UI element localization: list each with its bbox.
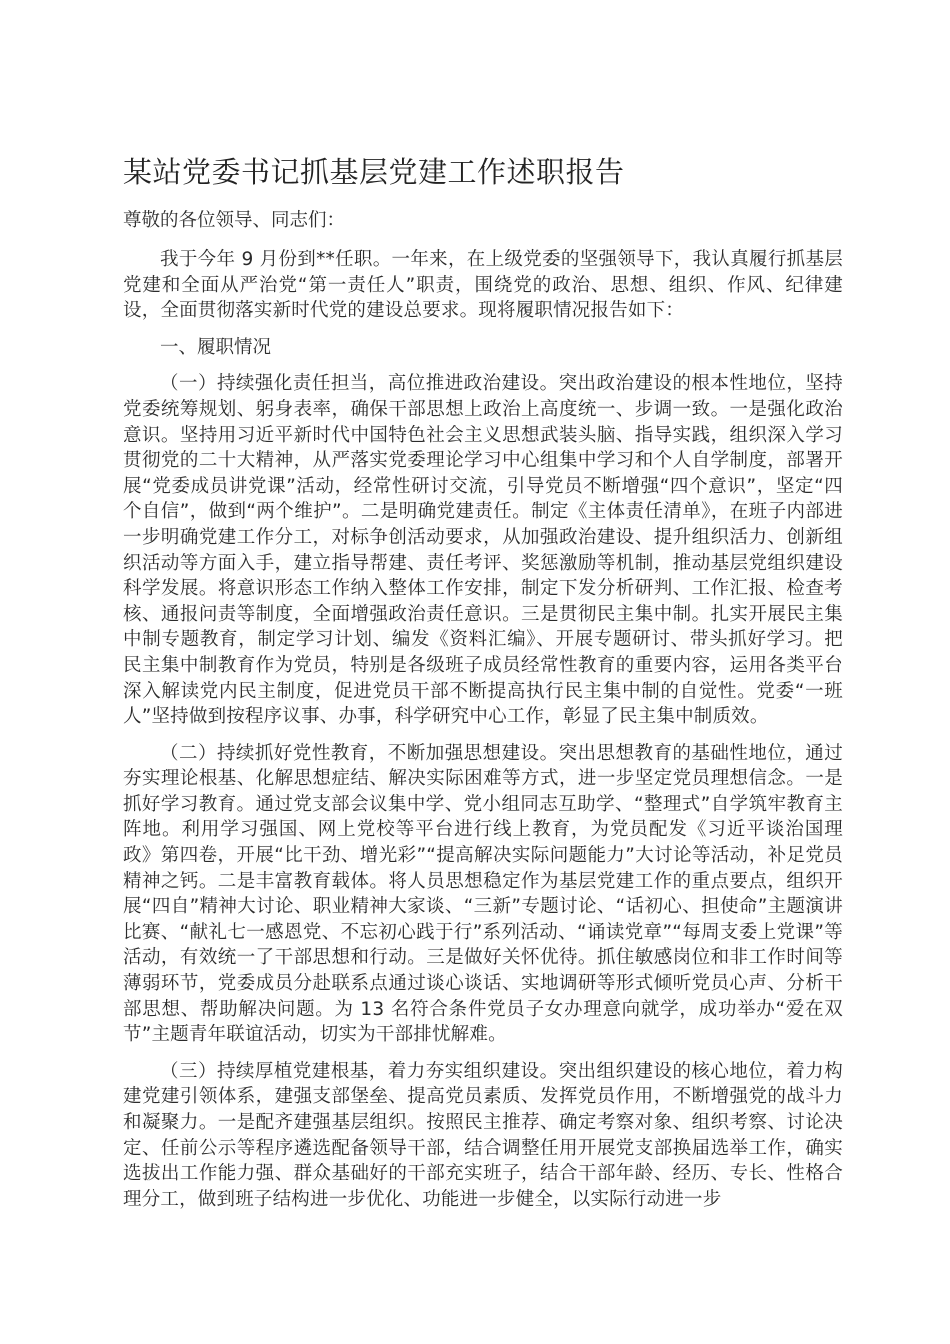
salutation: 尊敬的各位领导、同志们： xyxy=(123,210,346,231)
document-page xyxy=(123,150,843,1223)
paragraph-ideological-building: （二）持续抓好党性教育，不断加强思想建设。突出思想教育的基础性地位，通过夯实理论根基、化解思想症结、解决实际困难等方式，进一步坚定党员理想信念。一是抓好学习教育。通过党支部会议集中学、党小组同志互助学、“整理式”自学筑牢教育主阵地。利用学习强国、网上党校等平台进行线上教育，为党员配发《习近平谈治国理政》第四卷，开展“比干劲、增光彩”“提高解决实际问题能力”大讨论等活动，补足党员精神之钙。二是丰富教育载体。将人员思想稳定作为基层党建工作的重点要点，组织开展“四自”精神大讨论、职业精神大家谈、“三新”专题讨论、“话初心、担使命”主题演讲比赛、“献礼七一感恩党、不忘初心践于行”系列活动、“诵读党章”“每周支委上党课”等活动，有效统一了干部思想和行动。三是做好关怀优待。抓住敏感岗位和非工作时间等薄弱环节，党委成员分赴联系点通过谈心谈话、实地调研等形式倾听党员心声、分析干部思想、帮助解决问题。为 13 名符合条件党员子女办理意向就学，成功举办“爱在双节”主题青年联谊活动，切实为干部排忧解难。 xyxy=(123,742,843,1046)
intro-paragraph: 我于今年 9 月份到**任职。一年来，在上级党委的坚强领导下，我认真履行抓基层党建和全面从严治党“第一责任人”职责，围绕党的政治、思想、组织、作风、纪律建设，全面贯彻落实新时代党的建设总要求。现将履职情况报告如下： xyxy=(123,249,843,322)
section-heading: 一、履职情况 xyxy=(160,336,272,358)
paragraph-organizational-building: （三）持续厚植党建根基，着力夯实组织建设。突出组织建设的核心地位，着力构建党建引领体系，建强支部堡垒、提高党员素质、发挥党员作用，不断增强党的战斗力和凝聚力。一是配齐建强基层组织。按照民主推荐、确定考察对象、组织考察、讨论决定、任前公示等程序遴选配备领导干部，结合调整任用开展党支部换届选举工作，确实选拔出工作能力强、群众基础好的干部充实班子，结合干部年龄、经历、专长、性格合理分工，做到班子结构进一步优化、功能进一步健全，以实际行动进一步 xyxy=(123,1060,843,1210)
paragraph-political-building: （一）持续强化责任担当，高位推进政治建设。突出政治建设的根本性地位，坚持党委统筹规划、躬身表率，确保干部思想上政治上高度统一、步调一致。一是强化政治意识。坚持用习近平新时代中国特色社会主义思想武装头脑、指导实践，组织深入学习贯彻党的二十大精神，从严落实党委理论学习中心组集中学习和个人自学制度，部署开展“党委成员讲党课”活动，经常性研讨交流，引导党员不断增强“四个意识”，坚定“四个自信”，做到“两个维护”。二是明确党建责任。制定《主体责任清单》，在班子内部进一步明确党建工作分工，对标争创活动要求，从加强政治建设、提升组织活力、创新组织活动等方面入手，建立指导帮建、责任考评、奖惩激励等机制，推动基层党组织建设科学发展。将意识形态工作纳入整体工作安排，制定下发分析研判、工作汇报、检查考核、通报问责等制度，全面增强政治责任意识。三是贯彻民主集中制。扎实开展民主集中制专题教育，制定学习计划、编发《资料汇编》、开展专题研讨、带头抓好学习。把民主集中制教育作为党员，特别是各级班子成员经常性教育的重要内容，运用各类平台深入解读党内民主制度，促进党员干部不断提高执行民主集中制的自觉性。党委“一班人”坚持做到按程序议事、办事，科学研究中心工作，彰显了民主集中制质效。 xyxy=(123,373,843,728)
document-title: 某站党委书记抓基层党建工作述职报告 xyxy=(123,155,625,189)
